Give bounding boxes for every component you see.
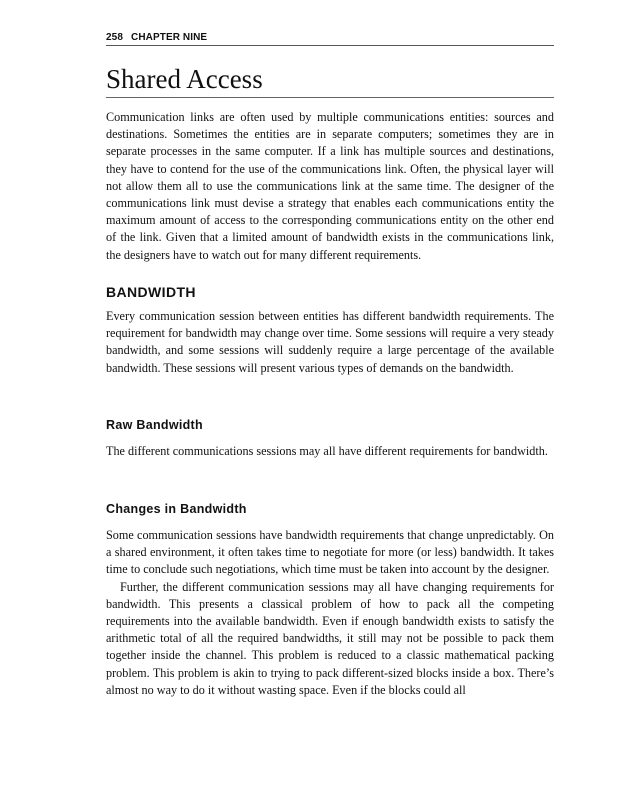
bandwidth-paragraph-block [106, 308, 554, 377]
section-title: Shared Access [106, 63, 554, 98]
chapter-label: CHAPTER NINE [131, 32, 208, 43]
page-number: 258 [106, 32, 123, 43]
running-head [106, 32, 554, 46]
intro-paragraph: Communication links are often used by multiple communications entities: sources and destinations. Sometimes the entities are in separate computers; sometimes they are in separate processes in the same computer. If a link has multiple sources and destinations, they have to contend for the use of the communications link. Often, the physical layer will not allow them all to use the communications link at the same time. The designer of the communications link must devise a strategy that enables each communications entity the maximum amount of access to the corresponding communications entity on the other end of the link. Given that a limited amount of bandwidth exists in the communications link, the designers have to watch out for many different requirements. [106, 110, 554, 262]
heading-bandwidth: BANDWIDTH [106, 284, 196, 300]
changes-paragraphs-block [106, 527, 554, 699]
changes-paragraph-1: Some communication sessions have bandwidth requirements that change unpredictably. On a shared environment, it often takes time to negotiate for more (or less) bandwidth. It takes time to conclude such negotiations, which time must be taken into account by the designer. [106, 528, 554, 577]
intro-paragraph-block [106, 109, 554, 264]
bandwidth-paragraph: Every communication session between entities has different bandwidth requirements. The requirement for bandwidth may change over time. Some sessions will require a very steady bandwidth, and some sessions will suddenly require a large percentage of the available bandwidth. These sessions will present various types of demands on the bandwidth. [106, 309, 554, 375]
heading-changes-in-bandwidth: Changes in Bandwidth [106, 502, 247, 516]
raw-bandwidth-paragraph: The different communications sessions may all have different requirements for bandwidth. [106, 444, 548, 458]
heading-raw-bandwidth: Raw Bandwidth [106, 418, 203, 432]
raw-bandwidth-paragraph-block [106, 443, 554, 460]
changes-paragraph-2: Further, the different communication sessions may all have changing requirements for bandwidth. This presents a classical problem of how to pack all the competing requirements into the available bandwidth. Even if enough bandwidth exists to satisfy the arithmetic total of all the required bandwidths, it still may not be possible to pack them together inside the channel. This problem is reduced to a classic mathematical packing problem. This problem is akin to trying to pack different-sized blocks inside a box. There’s almost no way to do it without wasting space. Even if the blocks could all [106, 579, 554, 697]
